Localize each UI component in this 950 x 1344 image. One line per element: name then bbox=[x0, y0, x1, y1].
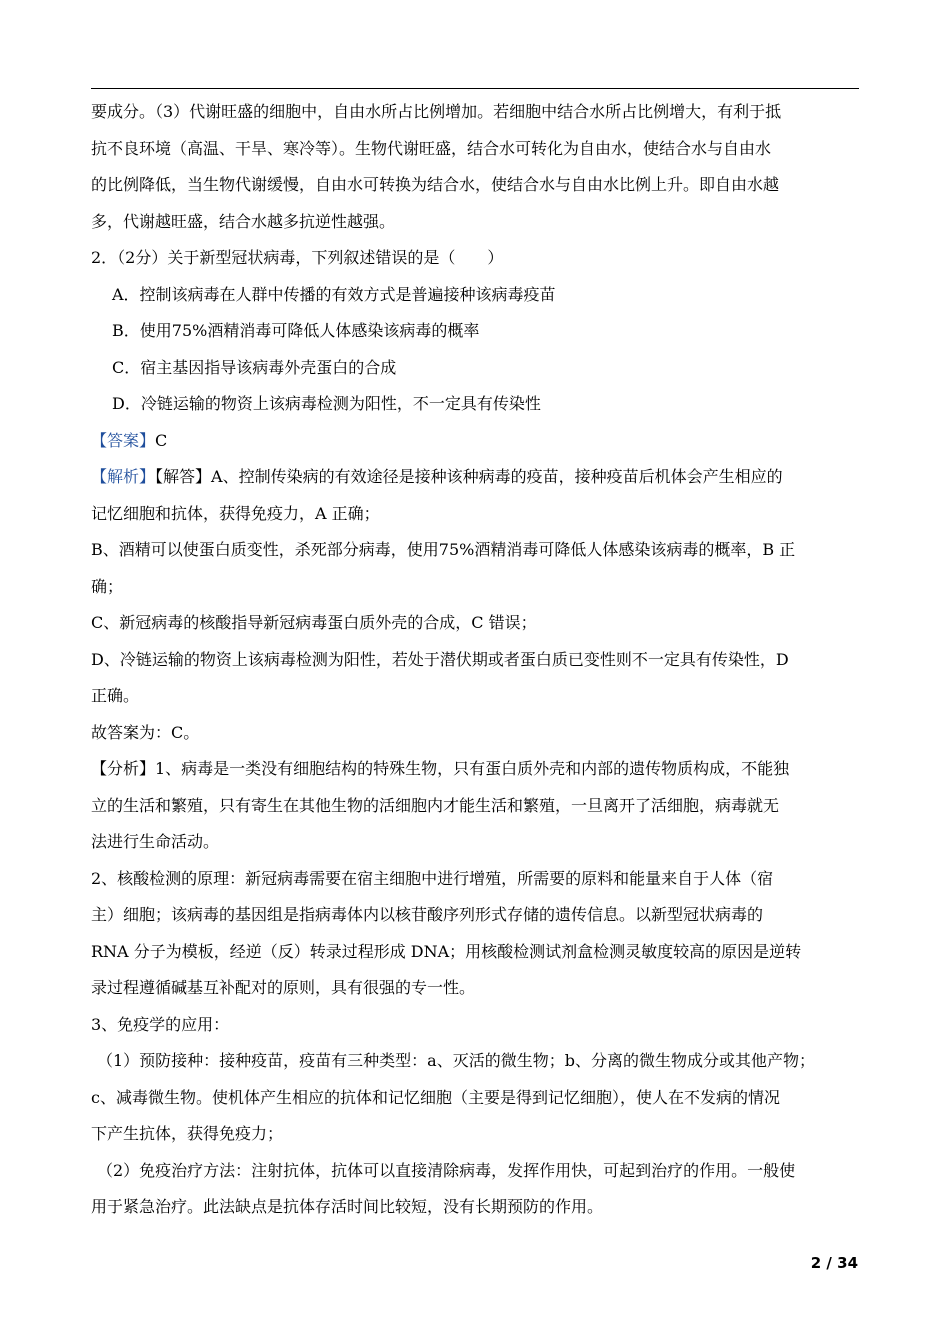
answer-value: C bbox=[155, 430, 168, 450]
analysis-line: 用于紧急治疗。此法缺点是抗体存活时间比较短，没有长期预防的作用。 bbox=[91, 1197, 604, 1216]
analysis-line: （1）预防接种：接种疫苗，疫苗有三种类型：a、灭活的微生物；b、分离的微生物成分或其他产物； bbox=[97, 1051, 815, 1070]
analysis-line: 3、免疫学的应用： bbox=[91, 1014, 230, 1034]
analysis-line: C、新冠病毒的核酸指导新冠病毒蛋白质外壳的合成，C 错误； bbox=[91, 613, 537, 632]
analysis-line: RNA 分子为模板，经逆（反）转录过程形成 DNA；用核酸检测试剂盒检测灵敏度较高的原因是逆转 bbox=[91, 941, 802, 961]
page-number: 2 / 34 bbox=[810, 1254, 858, 1272]
analysis-line: 故答案为：C。 bbox=[91, 722, 200, 742]
analysis-line: 【分析】1、病毒是一类没有细胞结构的特殊生物，只有蛋白质外壳和内部的遗传物质构成，不能独 bbox=[91, 759, 790, 778]
analysis-label: 【解析】 bbox=[91, 467, 156, 486]
option-d: D．冷链运输的物资上该病毒检测为阳性，不一定具有传染性 bbox=[112, 394, 541, 413]
continued-text-line: 要成分。（3）代谢旺盛的细胞中，自由水所占比例增加。若细胞中结合水所占比例增大，有利于抵 bbox=[91, 102, 782, 121]
analysis-line: 主）细胞；该病毒的基因组是指病毒体内以核苷酸序列形式存储的遗传信息。以新型冠状病毒的 bbox=[91, 905, 764, 924]
option-b: B．使用75%酒精消毒可降低人体感染该病毒的概率 bbox=[112, 321, 480, 340]
analysis-line: 法进行生命活动。 bbox=[91, 832, 220, 851]
analysis-line: D、冷链运输的物资上该病毒检测为阳性，若处于潜伏期或者蛋白质已变性则不一定具有传染性，D bbox=[91, 649, 789, 669]
continued-text-line: 的比例降低，当生物代谢缓慢，自由水可转换为结合水，使结合水与自由水比例上升。即自由水越 bbox=[91, 175, 780, 194]
analysis-line: 正确。 bbox=[91, 686, 140, 705]
header-rule bbox=[91, 88, 859, 89]
analysis-first-line bbox=[91, 459, 859, 496]
continued-text-line: 多，代谢越旺盛，结合水越多抗逆性越强。 bbox=[91, 211, 396, 231]
continued-text-line: 抗不良环境（高温、干旱、寒冷等）。生物代谢旺盛，结合水可转化为自由水，使结合水与自由水 bbox=[91, 138, 772, 158]
option-a: A．控制该病毒在人群中传播的有效方式是普遍接种该病毒疫苗 bbox=[112, 284, 556, 304]
analysis-line: 下产生抗体，获得免疫力； bbox=[91, 1124, 284, 1143]
analysis-line: （2）免疫治疗方法：注射抗体，抗体可以直接清除病毒，发挥作用快，可起到治疗的作用。一般使 bbox=[97, 1160, 796, 1180]
analysis-line: B、酒精可以使蛋白质变性，杀死部分病毒，使用75%酒精消毒可降低人体感染该病毒的概率，B 正 bbox=[91, 540, 796, 559]
analysis-line: c、减毒微生物。使机体产生相应的抗体和记忆细胞（主要是得到记忆细胞），使人在不发病的情况 bbox=[91, 1087, 780, 1107]
answer-label: 【答案】 bbox=[91, 430, 156, 450]
analysis-text: 【解答】A、控制传染病的有效途径是接种该种病毒的疫苗，接种疫苗后机体会产生相应的 bbox=[155, 467, 783, 486]
analysis-line: 记忆细胞和抗体，获得免疫力，A 正确； bbox=[91, 503, 380, 523]
question-stem: 2．（2分）关于新型冠状病毒，下列叙述错误的是（ ） bbox=[91, 248, 504, 267]
option-c: C．宿主基因指导该病毒外壳蛋白的合成 bbox=[112, 357, 397, 377]
analysis-line: 2、核酸检测的原理：新冠病毒需要在宿主细胞中进行增殖，所需要的原料和能量来自于人体（宿 bbox=[91, 868, 774, 888]
analysis-line: 确； bbox=[91, 576, 124, 596]
answer-line bbox=[91, 423, 859, 460]
analysis-line: 录过程遵循碱基互补配对的原则，具有很强的专一性。 bbox=[91, 978, 476, 997]
analysis-line: 立的生活和繁殖，只有寄生在其他生物的活细胞内才能生活和繁殖，一旦离开了活细胞，病毒就无 bbox=[91, 795, 780, 815]
page-content bbox=[91, 94, 859, 1226]
